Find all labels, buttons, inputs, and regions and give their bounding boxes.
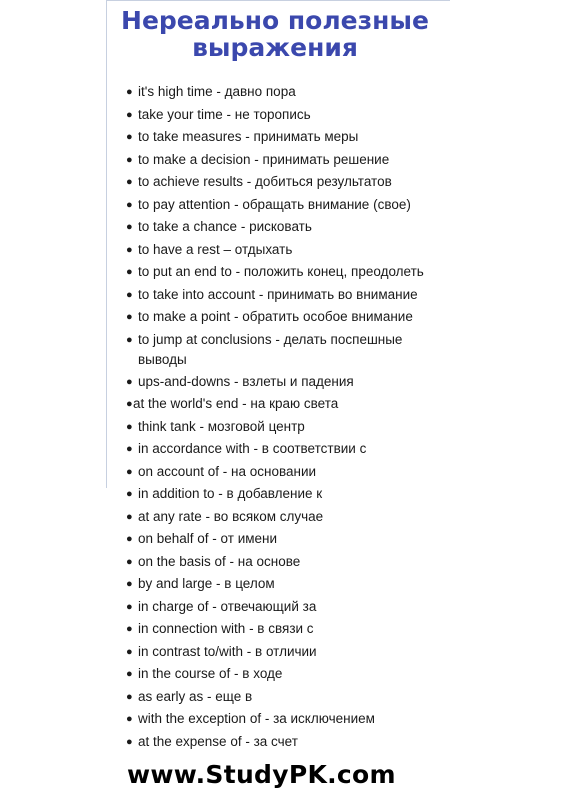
- bullet-icon: ●: [126, 443, 133, 455]
- list-item-text: on behalf of - от имени: [138, 531, 278, 546]
- bullet-icon: ●: [126, 221, 133, 233]
- list-item-text: ups-and-downs - взлеты и падения: [138, 373, 354, 389]
- list-item: [126, 439, 456, 462]
- list-item-text: in charge of - отвечающий за: [138, 598, 317, 614]
- list-item: [126, 240, 456, 263]
- list-item-text: in accordance with - в соответствии с: [138, 441, 367, 456]
- bullet-icon: ●: [126, 578, 133, 590]
- list-item: [126, 417, 456, 440]
- phrase-list: [126, 82, 456, 754]
- bullet-icon: ●: [126, 176, 133, 188]
- list-item: [126, 262, 456, 285]
- list-item-text: with the exception of - за исключением: [138, 711, 375, 726]
- bullet-icon: ●: [126, 713, 133, 725]
- bullet-icon: ●: [126, 555, 133, 568]
- bullet-icon: ●: [126, 266, 133, 278]
- bullet-icon: ●: [126, 86, 133, 98]
- list-item-text: on account of - на основании: [138, 463, 317, 479]
- bullet-icon: ●: [126, 108, 133, 121]
- list-item-text: as early as - еще в: [138, 688, 253, 704]
- list-item-text: to put an end to - положить конец, преодолеть: [138, 264, 424, 279]
- bullet-icon: ●: [126, 375, 133, 388]
- list-item-text: it's high time - давно пора: [138, 84, 296, 99]
- list-item: [126, 597, 456, 620]
- list-item: [126, 507, 456, 530]
- bullet-icon: ●: [126, 131, 133, 143]
- list-item-text: to take a chance - рисковать: [138, 219, 312, 234]
- list-item: [126, 664, 456, 687]
- list-item-text: at the world's end - на краю света: [133, 396, 339, 411]
- list-item-text: take your time - не торопись: [138, 106, 311, 122]
- list-item-text: on the basis of - на основе: [138, 553, 301, 569]
- list-item-text: in contrast to/with - в отличии: [138, 643, 317, 659]
- bullet-icon: ●: [126, 243, 133, 256]
- list-item-text: at any rate - во всяком случае: [138, 508, 324, 524]
- list-item-text: to pay attention - обращать внимание (свое): [138, 196, 411, 212]
- list-item-text: think tank - мозговой центр: [138, 418, 305, 434]
- list-item-text: to make a point - обратить особое внимание: [138, 309, 413, 324]
- bullet-icon: ●: [126, 311, 133, 323]
- list-item: [126, 619, 456, 642]
- list-item: [126, 394, 456, 417]
- bullet-icon: ●: [126, 690, 133, 703]
- list-item: [126, 82, 456, 105]
- list-item: [126, 127, 456, 150]
- list-item-text: at the expense of - за счет: [138, 733, 298, 749]
- list-item-text: in the course of - в ходе: [138, 666, 283, 681]
- list-item: [126, 285, 456, 308]
- bullet-icon: ●: [126, 288, 133, 301]
- bullet-icon: ●: [126, 488, 133, 500]
- list-item: [126, 732, 456, 755]
- bullet-icon: ●: [126, 398, 133, 410]
- list-item: [126, 372, 456, 395]
- bullet-icon: ●: [126, 600, 133, 613]
- list-item: [126, 307, 456, 330]
- list-item: [126, 330, 456, 372]
- bullet-icon: ●: [126, 668, 133, 680]
- list-item: [126, 150, 456, 173]
- list-item: [126, 195, 456, 218]
- bullet-icon: ●: [126, 420, 133, 433]
- list-item: [126, 217, 456, 240]
- list-item: [126, 172, 456, 195]
- list-item: [126, 105, 456, 128]
- list-item-text: in connection with - в связи с: [138, 621, 314, 636]
- title-line-1: Нереально полезные: [121, 6, 429, 35]
- list-item: [126, 462, 456, 485]
- list-item: [126, 552, 456, 575]
- list-item: [126, 484, 456, 507]
- bullet-icon: ●: [126, 198, 133, 211]
- list-item-text: by and large - в целом: [138, 576, 275, 591]
- list-item: [126, 574, 456, 597]
- site-url-footer: www.StudyPK.com: [127, 760, 396, 789]
- list-item: [126, 529, 456, 552]
- title-line-2: выражения: [192, 33, 358, 62]
- bullet-icon: ●: [126, 623, 133, 635]
- bullet-icon: ●: [126, 333, 133, 346]
- page-title: [110, 7, 440, 61]
- list-item-text: to achieve results - добиться результатов: [138, 174, 392, 189]
- list-item-text: to jump at conclusions - делать поспешные выводы: [138, 331, 403, 367]
- list-item-text: in addition to - в добавление к: [138, 486, 323, 501]
- list-item-text: to have a rest – отдыхать: [138, 241, 293, 257]
- bullet-icon: ●: [126, 465, 133, 478]
- bullet-icon: ●: [126, 510, 133, 523]
- bullet-icon: ●: [126, 645, 133, 658]
- list-item: [126, 642, 456, 665]
- frame-top-border: [106, 0, 450, 1]
- bullet-icon: ●: [126, 533, 133, 545]
- list-item: [126, 687, 456, 710]
- list-item-text: to take measures - принимать меры: [138, 129, 359, 144]
- bullet-icon: ●: [126, 153, 133, 166]
- bullet-icon: ●: [126, 735, 133, 748]
- list-item-text: to make a decision - принимать решение: [138, 151, 390, 167]
- list-item: [126, 709, 456, 732]
- list-item-text: to take into account - принимать во внимание: [138, 286, 418, 302]
- frame-left-border: [106, 0, 107, 488]
